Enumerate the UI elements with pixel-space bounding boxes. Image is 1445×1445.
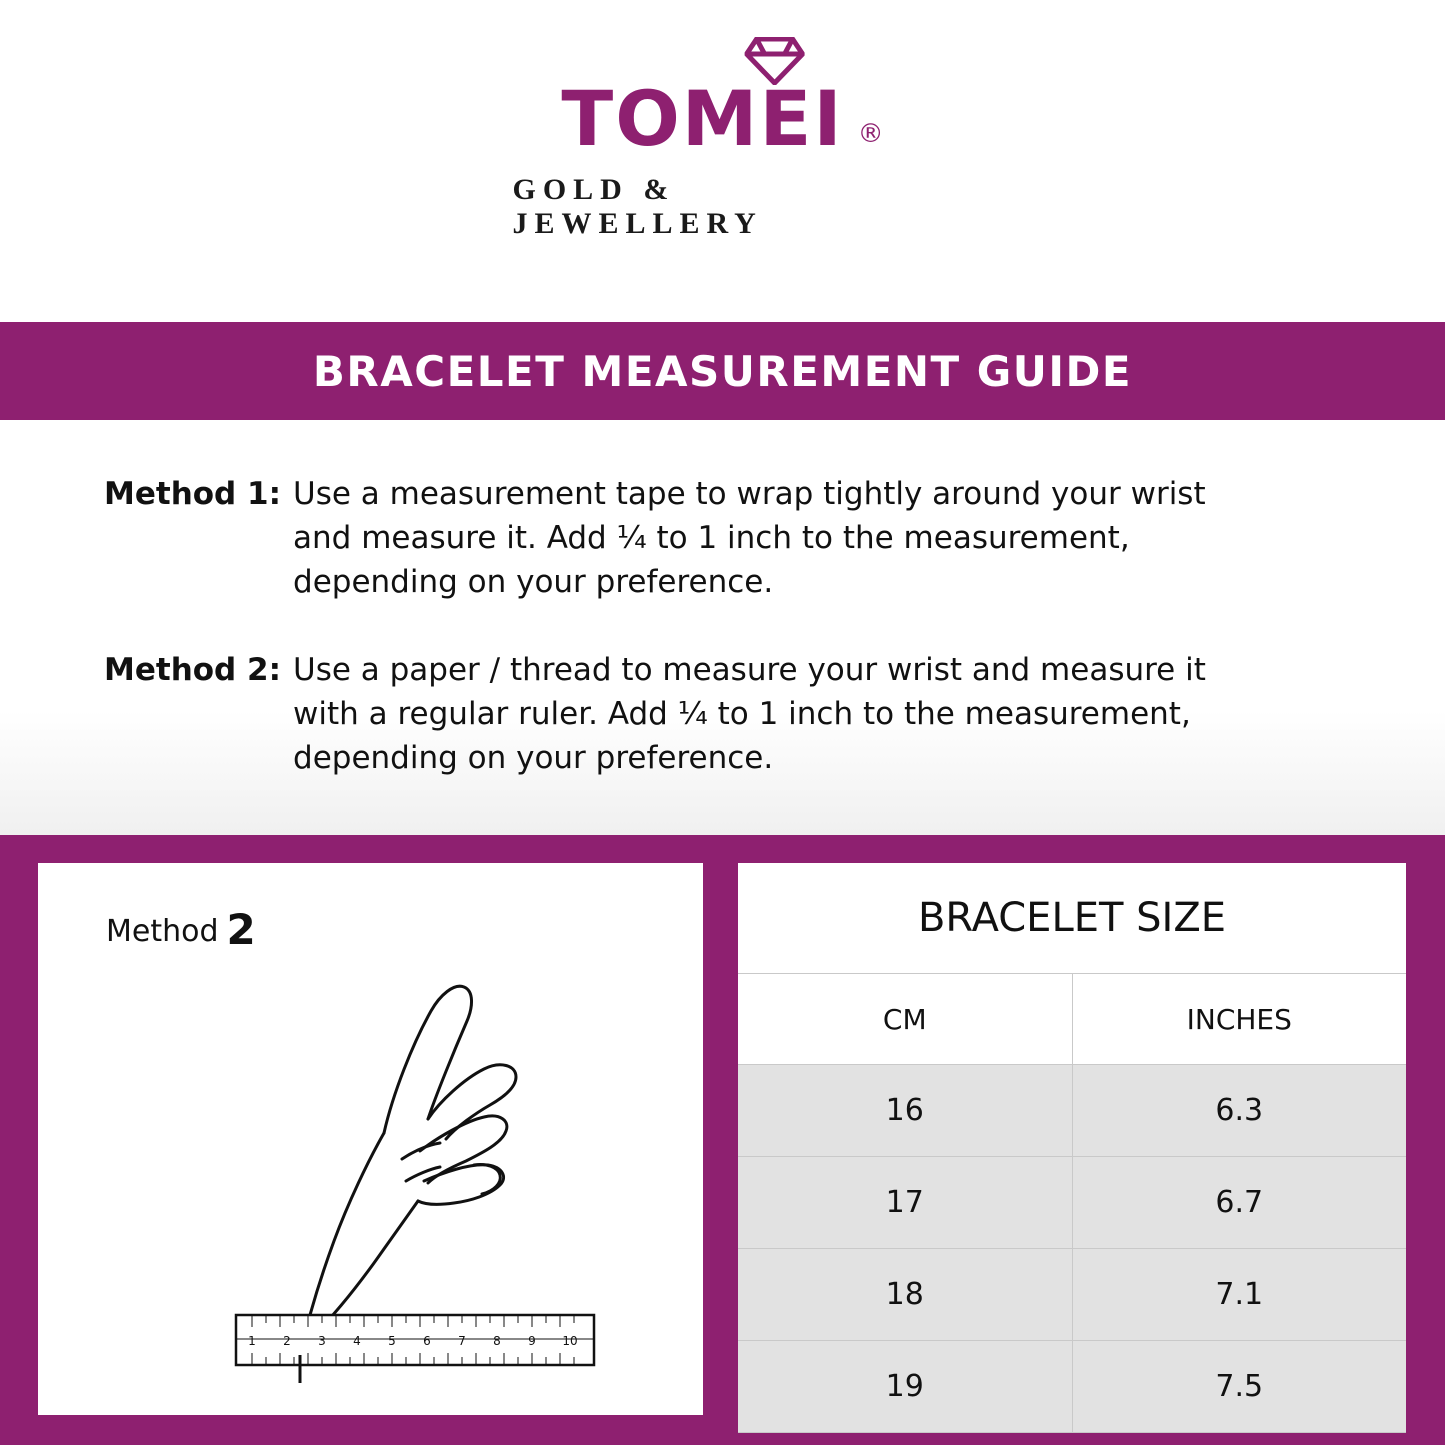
page-title-bar bbox=[0, 322, 1445, 420]
bottom-panel bbox=[0, 835, 1445, 1445]
method-2-line-2: with a regular ruler. Add ¼ to 1 inch to the measurement, bbox=[293, 696, 1191, 733]
methods-section bbox=[0, 420, 1445, 835]
method-1 bbox=[0, 472, 1445, 604]
method-2-line-3: depending on your preference. bbox=[293, 740, 774, 777]
table-row bbox=[738, 1341, 1406, 1433]
cell-cm: 17 bbox=[738, 1157, 1072, 1249]
table-row bbox=[738, 1157, 1406, 1249]
hand-with-ruler-illustration bbox=[188, 923, 668, 1393]
column-header-inches: INCHES bbox=[1072, 974, 1406, 1065]
method-2 bbox=[0, 648, 1445, 780]
table-row bbox=[738, 1249, 1406, 1341]
method-1-label: Method 1: bbox=[104, 476, 282, 512]
ruler-tick-1: 1 bbox=[248, 1334, 256, 1348]
cell-inches: 6.7 bbox=[1072, 1157, 1406, 1249]
method-2-line-1: Use a paper / thread to measure your wrist and measure it bbox=[293, 652, 1206, 689]
cell-cm: 18 bbox=[738, 1249, 1072, 1341]
table-row bbox=[738, 1065, 1406, 1157]
logo-main bbox=[561, 74, 884, 163]
method-1-line-3: depending on your preference. bbox=[293, 564, 774, 601]
ruler-tick-8: 8 bbox=[493, 1334, 501, 1348]
illustration-caption-label: Method bbox=[106, 914, 219, 949]
cell-cm: 16 bbox=[738, 1065, 1072, 1157]
ruler-tick-4: 4 bbox=[353, 1334, 361, 1348]
brand-header bbox=[0, 0, 1445, 322]
ruler-tick-5: 5 bbox=[388, 1334, 396, 1348]
ruler-tick-10: 10 bbox=[562, 1334, 578, 1348]
method-1-body bbox=[293, 472, 1206, 604]
size-table-title: BRACELET SIZE bbox=[738, 863, 1406, 974]
brand-tagline: GOLD & JEWELLERY bbox=[512, 173, 763, 240]
method-2-body bbox=[293, 648, 1206, 780]
illustration-card bbox=[38, 863, 703, 1415]
ruler-tick-6: 6 bbox=[423, 1334, 431, 1348]
ruler-tick-3: 3 bbox=[318, 1334, 326, 1348]
ruler-tick-2: 2 bbox=[283, 1334, 291, 1348]
cell-inches: 6.3 bbox=[1072, 1065, 1406, 1157]
method-1-line-2: and measure it. Add ¼ to 1 inch to the measurement, bbox=[293, 520, 1130, 557]
ruler-tick-7: 7 bbox=[458, 1334, 466, 1348]
method-2-label: Method 2: bbox=[104, 652, 282, 689]
registered-mark: ® bbox=[857, 119, 884, 149]
logo bbox=[512, 74, 933, 241]
page-title: BRACELET MEASUREMENT GUIDE bbox=[312, 346, 1133, 396]
method-1-line-1: Use a measurement tape to wrap tightly around your wrist bbox=[293, 476, 1206, 512]
ruler-graphic bbox=[236, 1315, 594, 1383]
illustration-caption-number: 2 bbox=[226, 905, 256, 954]
ruler-tick-9: 9 bbox=[528, 1334, 536, 1348]
size-table-card bbox=[738, 863, 1406, 1415]
brand-name: TOMEI bbox=[561, 74, 844, 163]
cell-inches: 7.5 bbox=[1072, 1341, 1406, 1433]
diamond-icon bbox=[744, 37, 804, 85]
column-header-cm: CM bbox=[738, 974, 1072, 1065]
bracelet-size-table bbox=[738, 863, 1406, 1433]
cell-cm: 19 bbox=[738, 1341, 1072, 1433]
cell-inches: 7.1 bbox=[1072, 1249, 1406, 1341]
